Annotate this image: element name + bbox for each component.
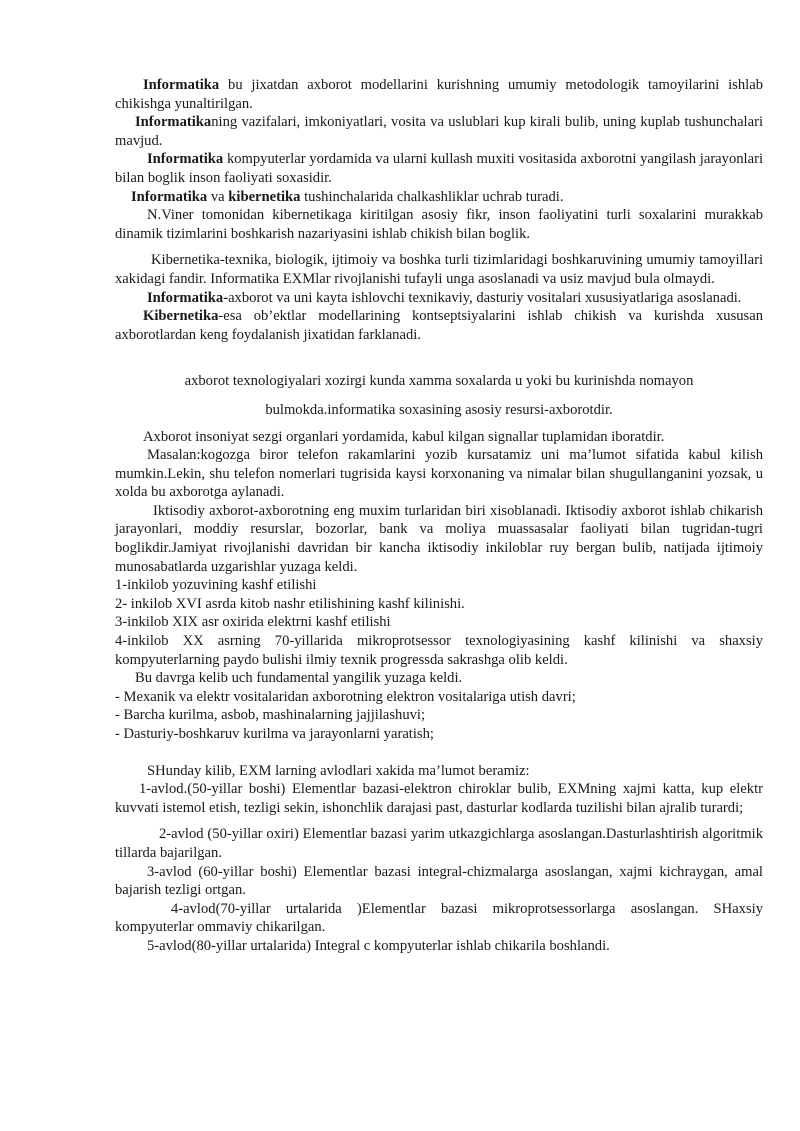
paragraph-text: - Barcha kurilma, asbob, mashinalarning jajjilashuvi; (115, 707, 426, 724)
body3-paragraph (115, 825, 763, 862)
body2-paragraph (115, 428, 763, 447)
paragraph-text: Iktisodiy axborot-axborotning eng muxim turlaridan biri xisoblanadi. Iktisodiy axborot ishlab chikarish jarayonlari, moddiy resurslar, bozorlar, bank va moliya muassasalar faoliyati bilan tugridan-tugri boglikdir.Jamiyat rivojlanishi davridan bir kancha iktisodiy inkiloblar ruy bergan bulib, natijada ijtimoiy munosabatlarda uzgarishlar yuzaga keldi. (115, 502, 763, 575)
paragraph-text: ning vazifalari, imkoniyatlari, vosita va uslublari kup kirali bulib, uning kuplab tushunchalari mavjud. (115, 114, 763, 149)
paragraph-text: 2-avlod (50-yillar oxiri) Elementlar bazasi yarim utkazgichlarga asoslangan.Dasturlashtirish algoritmik tillarda bajarilgan. (115, 826, 763, 861)
paragraph-text: tushinchalarida chalkashliklar uchrab turadi. (300, 188, 564, 205)
paragraph-text: va (207, 188, 229, 205)
body2-paragraph (115, 576, 763, 595)
body2-paragraph (115, 632, 763, 669)
paragraph-text: bu jixatdan axborot modellarini kurishning umumiy metodologik tamoyilarini ishlab chikishga yunaltirilgan. (115, 77, 763, 112)
paragraph-text: -esa ob’ektlar modellarining kontseptsiyalarini ishlab chikish va kurishda xususan axborotlardan keng foydalanish jixatidan farklanadi. (115, 308, 763, 343)
body2-paragraph (115, 595, 763, 614)
paragraph-text: Axborot insoniyat sezgi organlari yordamida, kabul kilgan signallar tuplamidan iboratdir. (143, 428, 665, 445)
body3-paragraph (115, 863, 763, 900)
paragraphs-paragraph (115, 150, 763, 187)
paragraph-text: - Mexanik va elektr vositalaridan axborotning elektron vositalariga utish davri; (115, 688, 576, 705)
generations-section (115, 762, 763, 956)
body2-paragraph (115, 688, 763, 707)
paragraphs-paragraph (115, 113, 763, 150)
bold-term: Kibernetika (143, 308, 219, 325)
body2-paragraph (115, 446, 763, 502)
paragraph-text: 1-avlod.(50-yillar boshi) Elementlar bazasi-elektron chiroklar bulib, EXMning xajmi katta, kup elektr kuvvati istemol etish, tezligi sekin, ishonchlik darajasi past, dasturlar kodlarda tuzilishi bilan ajralib turardi; (115, 781, 763, 816)
paragraphs-paragraph (115, 206, 763, 243)
bold-term: kibernetika (228, 188, 301, 205)
paragraph-text: 4-inkilob XX asrning 70-yillarida mikroprotsessor texnologiyasining kashf kilinishi va shaxsiy kompyuterlarning paydo bulishi ilmiy texnik progressda sakrashga olib keldi. (115, 633, 763, 668)
spacer (115, 344, 763, 372)
bold-term: Informatika (131, 188, 208, 205)
body3-paragraph (115, 762, 763, 781)
body2-paragraph (115, 669, 763, 688)
bold-term: Informatika- (147, 289, 229, 306)
paragraph-text: kompyuterlar yordamida va ularni kullash muxiti vositasida axborotni yangilash jarayonlari bilan boglik inson faoliyati soxasidir. (115, 151, 763, 186)
economics-section (115, 428, 763, 744)
paragraph-text: Masalan:kogozga biror telefon rakamlarini yozib kursatamiz uni ma’lumot sifatida kabul kilish mumkin.Lekin, shu telefon nomerlari tugrisida kaysi korxonaning va nimalar bilan shugullanganini yozsak, u xolda bu axborotga aylanadi. (115, 447, 763, 501)
body3-paragraph (115, 900, 763, 937)
intro-section (115, 76, 763, 344)
paragraph-text: N.Viner tomonidan kibernetikaga kiritilgan asosiy fikr, inson faoliyatini turli soxalarini murakkab dinamik tizimlarini boshkarish nazariyasini ishlab chikish bilan boglik. (115, 207, 763, 242)
paragraph-text: 5-avlod(80-yillar urtalarida) Integral c kompyuterlar ishlab chikarila boshlandi. (147, 937, 610, 954)
paragraph-text: axborot va uni kayta ishlovchi texnikaviy, dasturiy vositalari xususiyatlariga asoslanadi. (228, 289, 742, 306)
body2-paragraph (115, 502, 763, 576)
paragraph-text: SHunday kilib, EXM larning avlodlari xakida ma’lumot beramiz: (147, 762, 530, 779)
bold-term: Informatika (135, 114, 212, 131)
paragraphs-paragraph (115, 251, 763, 288)
paragraph-text: Bu davrga kelib uch fundamental yangilik yuzaga keldi. (135, 670, 463, 687)
paragraphs-paragraph (115, 289, 763, 308)
paragraph-text: 4-avlod(70-yillar urtalarida )Elementlar bazasi mikroprotsessorlarga asoslangan. SHaxsiy kompyuterlar ommaviy chikarilgan. (115, 900, 763, 936)
bold-term: Informatika (143, 77, 220, 93)
spacer (115, 744, 763, 762)
paragraphs-paragraph (115, 76, 763, 113)
bold-term: Informatika (147, 151, 224, 168)
paragraph-text: 3-inkilob XIX asr oxirida elektrni kashf etilishi (115, 614, 391, 631)
centered-line-2: bulmokda.informatika soxasining asosiy resursi-axborotdir. (265, 401, 613, 418)
paragraph-text: - Dasturiy-boshkaruv kurilma va jarayonlarni yaratish; (115, 726, 434, 742)
paragraphs-paragraph (115, 307, 763, 344)
paragraphs-paragraph (115, 188, 763, 207)
body3-paragraph (115, 937, 763, 956)
paragraph-text: 1-inkilob yozuvining kashf etilishi (115, 577, 317, 594)
body3-paragraph (115, 780, 763, 817)
paragraph-text: Kibernetika-texnika, biologik, ijtimoiy va boshka turli tizimlaridagi boshkaruvining umumiy tamoyillari xakidagi fandir. Informatika EXMlar rivojlanishi tufayli unga asoslanadi va usiz mavjud bula olmaydi. (115, 252, 763, 287)
centered-line-1: axborot texnologiyalari xozirgi kunda xamma soxalarda u yoki bu kurinishda nomayon (184, 373, 694, 390)
body2-paragraph (115, 613, 763, 632)
body2-paragraph (115, 725, 763, 744)
paragraph-text: 3-avlod (60-yillar boshi) Elementlar bazasi integral-chizmalarga asoslangan, xajmi kichraygan, amal bajarish tezligi ortgan. (115, 863, 763, 899)
paragraph-text: 2- inkilob XVI asrda kitob nashr etilishining kashf kilinishi. (115, 595, 465, 612)
body2-paragraph (115, 706, 763, 725)
document-page (115, 76, 763, 956)
